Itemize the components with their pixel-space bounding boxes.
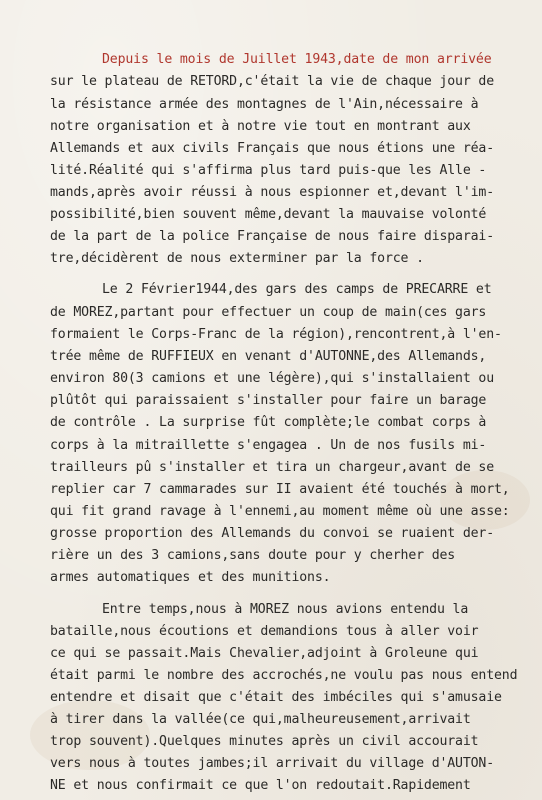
text-line: de MOREZ,partant pour effectuer un coup de main(ces gars	[50, 305, 487, 320]
text-line: Le 2 Février1944,des gars des camps de PRECARRE et	[102, 282, 492, 297]
text-line: trop souvent).Quelques minutes après un civil accourait	[50, 734, 479, 749]
text-line: notre organisation et à notre vie tout en montrant aux	[50, 119, 471, 134]
text-line: ce qui se passait.Mais Chevalier,adjoint à Groleune qui	[50, 646, 479, 661]
text-line: vers nous à toutes jambes;il arrivait du village d'AUTON-	[50, 756, 495, 771]
text-line: à tirer dans la vallée(ce qui,malheureusement,arrivait	[50, 712, 471, 727]
text-line: mands,après avoir réussi à nous espionner et,devant l'im-	[50, 185, 495, 200]
paper-stain	[440, 470, 530, 530]
text-line: NE et nous confirmait ce que l'on redoutait.Rapidement	[50, 778, 471, 793]
text-line: la résistance armée des montagnes de l'Ain,nécessaire à	[50, 97, 479, 112]
text-line: de la part de la police Française de nous faire disparai-	[50, 229, 495, 244]
text-line: armes automatiques et des munitions.	[50, 570, 331, 585]
text-line: grosse proportion des Allemands du convoi se ruaient der-	[50, 526, 495, 541]
text-line: rière un des 3 camions,sans doute pour y cherher des	[50, 548, 456, 563]
text-line: corps à la mitraillette s'engagea . Un de nos fusils mi-	[50, 438, 487, 453]
text-line: Entre temps,nous à MOREZ nous avions entendu la	[102, 602, 469, 617]
text-line: environ 80(3 camions et une légère),qui s'installaient ou	[50, 371, 495, 386]
text-line	[102, 53, 491, 66]
text-line: sur le plateau de RETORD,c'était la vie de chaque jour de	[50, 74, 495, 89]
text-line: était parmi le nombre des accrochés,ne voulu pas nous entend	[50, 668, 518, 683]
text-line: plûtôt qui paraissaient s'installer pour faire un barage	[50, 393, 487, 408]
text-line: de contrôle . La surprise fût complète;le combat corps à	[50, 415, 487, 430]
text-line: Depuis le mois de Juillet 1943,date de mon arrivée	[102, 52, 492, 67]
text-line: replier car 7 cammarades sur II avaient été touchés à mort,	[50, 482, 510, 497]
text-line: trée même de RUFFIEUX en venant d'AUTONNE,des Allemands,	[50, 349, 487, 364]
text-line: Allemands et aux civils Français que nous étions une réa-	[50, 141, 495, 156]
text-line: tre,décidèrent de nous exterminer par la force .	[50, 251, 424, 266]
text-line: bataille,nous écoutions et demandions tous à aller voir	[50, 624, 479, 639]
text-line: formaient le Corps-Franc de la région),rencontrent,à l'en-	[50, 327, 502, 342]
text-line: possibilité,bien souvent même,devant la mauvaise volonté	[50, 207, 487, 222]
text-line: entendre et disait que c'était des imbéciles qui s'amusaie	[50, 690, 502, 705]
text-line: trailleurs pû s'installer et tira un chargeur,avant de se	[50, 460, 495, 475]
text-line: lité.Réalité qui s'affirma plus tard puis-que les Alle -	[50, 163, 487, 178]
text-line: qui fit grand ravage à l'ennemi,au moment même où une asse:	[50, 504, 510, 519]
